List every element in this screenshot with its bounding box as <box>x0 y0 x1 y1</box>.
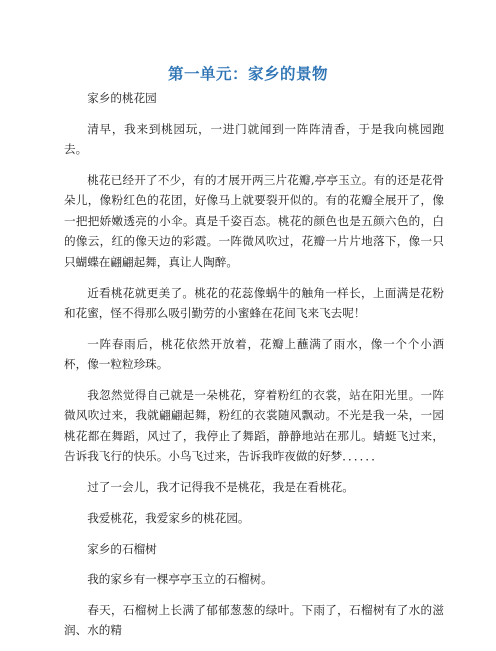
document-title: 第一单元：家乡的景物 <box>167 65 328 83</box>
paragraph: 春天，石榴树上长满了郁郁葱葱的绿叶。下雨了，石榴树有了水的滋润、水的精 <box>64 602 444 638</box>
paragraph: 清早，我来到桃园玩，一进门就闻到一阵阵清香，于是我向桃园跑去。 <box>64 121 444 157</box>
paragraph: 我爱桃花，我爱家乡的桃花园。 <box>87 510 250 525</box>
document-body <box>64 88 444 651</box>
paragraph: 家乡的石榴树 <box>87 541 157 556</box>
paragraph: 桃花已经开了不少，有的才展开两三片花瓣,亭亭玉立。有的还是花骨朵儿，像粉红色的花团，好像马上就要裂开似的。有的花瓣全展开了，像一把把娇嫩透亮的小伞。真是千姿百态。桃花的颜色也是五颜六色的，白的像云，红的像天边的彩霞。一阵微风吹过，花瓣一片片地落下，像一只只蝴蝶在翩翩起舞，真让人陶醉。 <box>64 172 444 269</box>
paragraph: 家乡的桃花园 <box>87 91 157 105</box>
paragraph: 我的家乡有一棵亭亭玉立的石榴树。 <box>87 572 273 587</box>
paragraph: 一阵春雨后，桃花依然开放着，花瓣上蘸满了雨水，像一个个小酒杯，像一粒粒珍珠。 <box>64 336 444 372</box>
paragraph: 过了一会儿，我才记得我不是桃花，我是在看桃花。 <box>87 480 354 495</box>
paragraph: 我忽然觉得自己就是一朵桃花，穿着粉红的衣裳，站在阳光里。一阵微风吹过来，我就翩翩起舞，粉红的衣裳随风飘动。不光是我一朵，一园桃花都在舞蹈，风过了，我停止了舞蹈，静静地站在那儿。蜻蜓飞过来，告诉我飞行的快乐。小鸟飞过来，告诉我昨夜做的好梦．．．．．． <box>64 387 444 464</box>
paragraph: 近看桃花就更美了。桃花的花蕊像蜗牛的触角一样长，上面满是花粉和花蜜，怪不得那么吸引勤劳的小蜜蜂在花间飞来飞去呢！ <box>64 285 444 321</box>
